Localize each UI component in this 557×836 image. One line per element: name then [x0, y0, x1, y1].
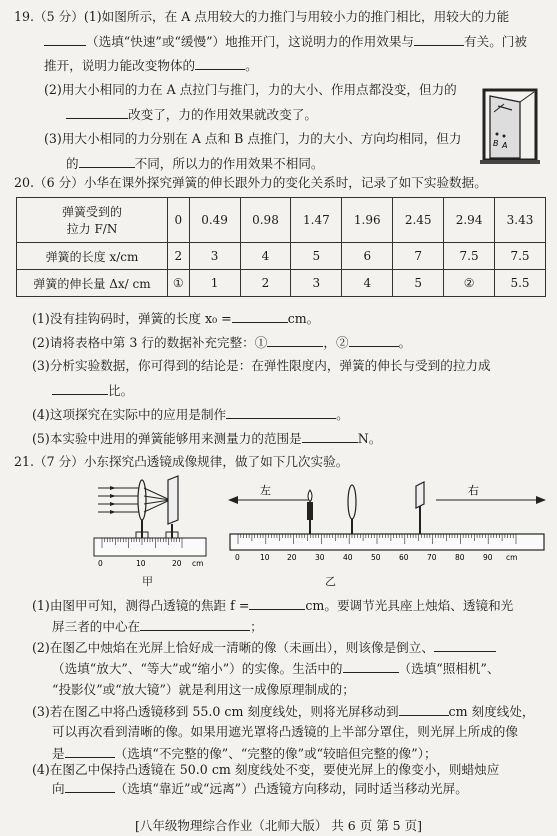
q19-line-1: 19.（5 分）(1)如图所示，在 A 点用较大的力推门与用较小力的推门相比，用较大的力能	[14, 9, 510, 24]
table-cell: 0.49	[189, 198, 240, 243]
table-cell: 6	[342, 243, 393, 270]
table-cell: 7.5	[444, 243, 495, 270]
q19-line-7: 的 不同，所以力的作用效果不相同。	[66, 156, 324, 171]
ruler-label: 20	[172, 559, 182, 568]
table-cell: 3	[291, 270, 342, 297]
q21-sub-1: (1)由图甲可知，测得凸透镜的焦距 f = cm。要调节光具座上烛焰、透镜和光	[32, 598, 514, 614]
table-cell: 2	[240, 270, 291, 297]
ruler-unit: cm	[506, 553, 518, 562]
q21-sub-2-cont: （选填“放大”、“等大”或“缩小”）的实像。生活中的 （选填“照相机”、	[52, 661, 500, 677]
point-b-label: B	[493, 139, 499, 148]
ruler-label: 0	[98, 559, 103, 568]
ruler-unit: cm	[192, 559, 204, 568]
q21-sub-3-cont: 可以再次看到清晰的像。如果用遮光罩将凸透镜的上半部分罩住，则光屏上所成的像	[52, 723, 518, 739]
q20-intro: 20.（6 分）小华在课外探究弹簧的伸长跟外力的变化关系时，记录了如下实验数据。	[14, 175, 487, 190]
right-direction-label: 右	[468, 484, 479, 497]
answer-blank[interactable]	[66, 106, 128, 119]
q21-sub-4-line: (4)在图乙中保持凸透镜在 50.0 cm 刻度线处不变，要使光屏上的像变小，则蜡烛应	[32, 761, 500, 777]
answer-blank[interactable]	[65, 745, 115, 758]
table-cell: ①	[168, 270, 190, 297]
ruler-label: 0	[235, 553, 240, 562]
figure-yi-label: 乙	[325, 575, 336, 588]
table-cell: 1.47	[291, 198, 342, 243]
ruler-label: 50	[371, 553, 381, 562]
row-header-force: 弹簧受到的 拉力 F/N	[17, 198, 168, 243]
ruler-label: 90	[483, 553, 493, 562]
ruler-label: 10	[136, 559, 146, 568]
table-cell: 0	[168, 198, 190, 243]
q19-line-4: (2)用大小相同的力在 A 点拉门与推门，力的大小、作用点都没变，但力的	[44, 82, 457, 97]
table-cell: 7.5	[495, 243, 546, 270]
answer-blank[interactable]	[44, 33, 86, 46]
left-direction-label: 左	[260, 484, 271, 497]
q21-sub-2-cont-2: “投影仪”或“放大镜”）就是利用这一成像原理制成的；	[52, 681, 355, 697]
table-cell: 0.98	[240, 198, 291, 243]
answer-blank[interactable]	[267, 334, 323, 347]
table-cell: 5.5	[495, 270, 546, 297]
figure-yi	[226, 476, 548, 570]
answer-blank[interactable]	[232, 310, 288, 323]
table-cell: 1.96	[342, 198, 393, 243]
ruler-label: 10	[260, 553, 270, 562]
table-cell: 4	[342, 270, 393, 297]
q19-line-3: 推开，说明力能改变物体的 。	[44, 58, 258, 73]
answer-blank[interactable]	[79, 155, 135, 168]
ruler-label: 30	[315, 553, 325, 562]
q21-sub-2: (2)在图乙中烛焰在光屏上恰好成一清晰的像（未画出），则该像是倒立、	[32, 639, 496, 656]
ruler-label: 60	[399, 553, 409, 562]
answer-blank[interactable]	[65, 780, 115, 793]
table-cell: ②	[444, 270, 495, 297]
figure-jia-label: 甲	[142, 575, 153, 588]
table-cell: 2.45	[393, 198, 444, 243]
answer-blank[interactable]	[226, 406, 336, 419]
answer-blank[interactable]	[52, 382, 108, 395]
page-footer: [八年级物理综合作业（北师大版） 共 6 页 第 5 页]	[134, 818, 422, 833]
q20-sub-4: (4)这项探究在实际中的应用是制作 。	[32, 407, 349, 422]
answer-blank[interactable]	[302, 430, 358, 443]
table-cell: 3.43	[495, 198, 546, 243]
q21-sub-4-line: 向 （选填“靠近”或“远离”）凸透镜方向移动，同时适当移动光屏。	[52, 781, 468, 797]
q21-intro: 21.（7 分）小东探究凸透镜成像规律，做了如下几次实验。	[14, 454, 349, 469]
row-header-extension: 弹簧的伸长量 Δx/ cm	[17, 270, 168, 297]
ruler-label: 20	[287, 553, 297, 562]
table-cell: 7	[393, 243, 444, 270]
table-cell: 5	[393, 270, 444, 297]
row-header-length: 弹簧的长度 x/cm	[17, 243, 168, 270]
answer-blank[interactable]	[414, 33, 464, 46]
table-row	[17, 270, 546, 297]
table-cell: 4	[240, 243, 291, 270]
answer-blank[interactable]	[249, 597, 305, 610]
q19-line-5: 改变了，力的作用效果就改变了。	[66, 106, 317, 123]
ruler-label: 70	[427, 553, 437, 562]
table-cell: 2.94	[444, 198, 495, 243]
door-figure	[476, 86, 548, 166]
table-row	[17, 243, 546, 270]
answer-blank[interactable]	[343, 660, 399, 673]
q19-line-6: (3)用大小相同的力分别在 A 点和 B 点推门，力的大小、方向均相同，但力	[44, 131, 462, 146]
q21-sub-3-cont-2: 是 （选填“不完整的像”、“完整的像”或“较暗但完整的像”）；	[52, 745, 437, 761]
figure-jia	[92, 472, 208, 572]
q20-sub-2: (2)请将表格中第 3 行的数据补充完整：① ，② 。	[32, 335, 412, 350]
answer-blank[interactable]	[434, 639, 496, 652]
table-row	[17, 198, 546, 243]
ruler-label: 40	[343, 553, 353, 562]
q20-sub-3: (3)分析实验数据，你可得到的结论是：在弹性限度内，弹簧的伸长与受到的拉力成	[32, 358, 491, 373]
q19-line-2: （选填“快速”或“缓慢”）地推开门，这说明力的作用效果与 有关。门被	[44, 33, 527, 50]
q21-sub-1-cont: 屏三者的中心在 ；	[52, 619, 263, 635]
table-cell: 1	[189, 270, 240, 297]
table-cell: 2	[168, 243, 190, 270]
table-cell: 3	[189, 243, 240, 270]
answer-blank[interactable]	[399, 703, 449, 716]
q21-sub-3: (3)若在图乙中将凸透镜移到 55.0 cm 刻度线处，则将光屏移动到 cm 刻度线处，	[32, 703, 535, 719]
spring-data-table	[16, 197, 546, 297]
answer-blank[interactable]	[195, 57, 245, 70]
q20-sub-5: (5)本实验中进用的弹簧能够用来测量力的范围是 N。	[32, 431, 382, 446]
point-a-label: A	[502, 141, 508, 150]
q20-sub-1: (1)没有挂钩码时，弹簧的长度 x₀ = cm。	[32, 311, 320, 326]
answer-blank[interactable]	[349, 334, 399, 347]
table-cell: 5	[291, 243, 342, 270]
q20-sub-3-cont: 比。	[52, 382, 133, 399]
ruler-label: 80	[455, 553, 465, 562]
answer-blank[interactable]	[140, 618, 250, 631]
